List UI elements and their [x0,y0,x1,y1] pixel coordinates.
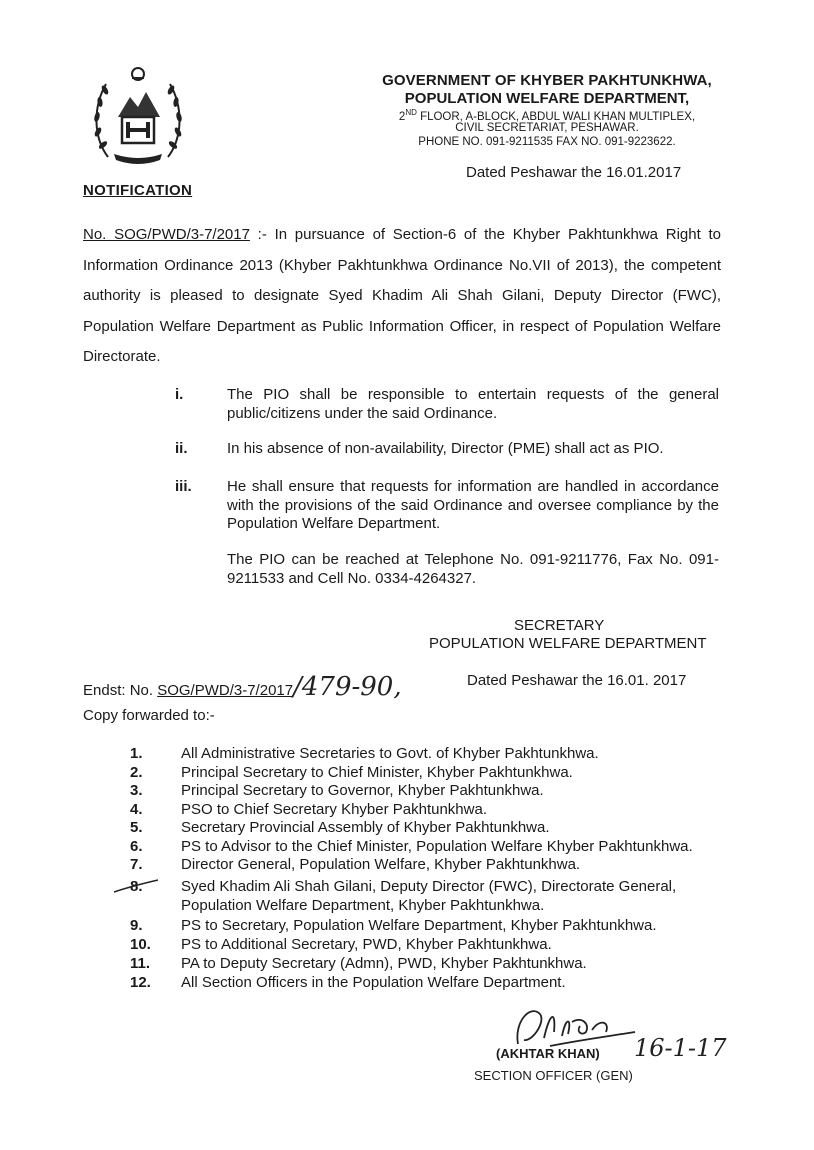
list-item-number: 5. [130,819,143,836]
list-item-number: 2. [130,763,143,781]
condition-number: i. [175,386,184,403]
letterhead-department: POPULATION WELFARE DEPARTMENT, [404,90,690,107]
condition-text: He shall ensure that requests for information are handled in accordance with the provisions of the said Ordinance and oversee compliance by the Population Welfare Department. [227,478,719,532]
signoff-name: (AKHTAR KHAN) [496,1046,600,1061]
signatory-title: SECRETARY [514,617,605,634]
list-item-text: PS to Additional Secretary, PWD, Khyber Pakhtunkhwa. [181,936,552,953]
handwritten-signoff-date: 16-1-17 [634,1034,727,1062]
list-item-text: Population Welfare Department, Khyber Pakhtunkhwa. [181,896,545,914]
list-item-text: Secretary Provincial Assembly of Khyber Pakhtunkhwa. [181,819,550,836]
body-text: :- In pursuance of Section-6 of the Khyber Pakhtunkhwa Right to Information Ordinance 2013 (Khyber Pakhtunkhwa Ordinance No.VII of 2013), the competent authority is pleased to designate Syed Khadim Ali Shah Gilani, Deputy Director (FWC), Population Welfare Department as Public Information Officer, in respect of Population Welfare Directorate. [83,226,721,365]
address-floor-suffix: ND [405,108,417,117]
list-item-number: 11. [130,955,151,972]
condition-text: In his absence of non-availability, Director (PME) shall act as PIO. [227,440,664,457]
endorsement-number [83,672,402,702]
list-item-number: 10. [130,936,151,953]
endorsement-prefix: Endst: No. [83,682,158,699]
copy-forwarded-label: Copy forwarded to:- [83,707,215,724]
list-item-number: 9. [130,917,143,934]
address-floor-number: 2 [398,110,406,123]
list-item-number: 6. [130,837,143,855]
list-item-text: PS to Secretary, Population Welfare Department, Khyber Pakhtunkhwa. [181,917,657,934]
list-item-number: 4. [130,800,143,818]
condition-number: iii. [175,478,192,495]
signoff-designation: SECTION OFFICER (GEN) [474,1068,633,1083]
notification-date: Dated Peshawar the 16.01.2017 [466,164,682,181]
list-item-text: Principal Secretary to Chief Minister, Khyber Pakhtunkhwa. [181,763,573,781]
list-item-text: PSO to Chief Secretary Khyber Pakhtunkhwa. [181,800,487,818]
notification-heading: NOTIFICATION [83,182,193,199]
address-line1-text: FLOOR, A-BLOCK, ABDUL WALI KHAN MULTIPLEX, [416,110,696,123]
pio-contact-details: The PIO can be reached at Telephone No. 091-9211776, Fax No. 091-9211533 and Cell No. 0334-4264327. [227,551,719,587]
condition-text: The PIO shall be responsible to entertain requests of the general public/citizens under the said Ordinance. [227,386,719,422]
signatory-department: POPULATION WELFARE DEPARTMENT [429,635,707,652]
list-item-number: 12. [130,974,151,991]
list-item-text: All Administrative Secretaries to Govt. of Khyber Pakhtunkhwa. [181,745,599,762]
letterhead-address-line1 [140,108,814,123]
list-item-number: 3. [130,782,143,799]
letterhead-address-line2: CIVIL SECRETARIAT, PESHAWAR. [455,122,639,134]
list-item-text: Syed Khadim Ali Shah Gilani, Deputy Director (FWC), Directorate General, [181,878,677,895]
list-item-number: 1. [130,745,143,762]
list-item-text: All Section Officers in the Population Welfare Department. [181,974,566,991]
list-item-text: PS to Advisor to the Chief Minister, Population Welfare Khyber Pakhtunkhwa. [181,837,693,855]
reference-number: No. SOG/PWD/3-7/2017 [83,226,250,243]
letterhead-phone: PHONE NO. 091-9211535 FAX NO. 091-9223622. [418,136,676,148]
notification-body [83,220,721,373]
endorsement-date: Dated Peshawar the 16.01. 2017 [467,672,687,689]
endorsement-reference: SOG/PWD/3-7/2017 [157,682,294,699]
list-item-text: PA to Deputy Secretary (Admn), PWD, Khyber Pakhtunkhwa. [181,955,587,972]
list-item-text: Principal Secretary to Governor, Khyber Pakhtunkhwa. [181,782,544,799]
handwritten-tick-mark [112,876,162,901]
list-item-text: Director General, Population Welfare, Khyber Pakhtunkhwa. [181,856,581,873]
handwritten-dispatch-number: /479-90, [293,672,402,702]
letterhead-government: GOVERNMENT OF KHYBER PAKHTUNKHWA, [382,72,712,89]
condition-number: ii. [175,440,188,457]
list-item-number: 8. [130,878,143,895]
list-item-number: 7. [130,856,143,873]
